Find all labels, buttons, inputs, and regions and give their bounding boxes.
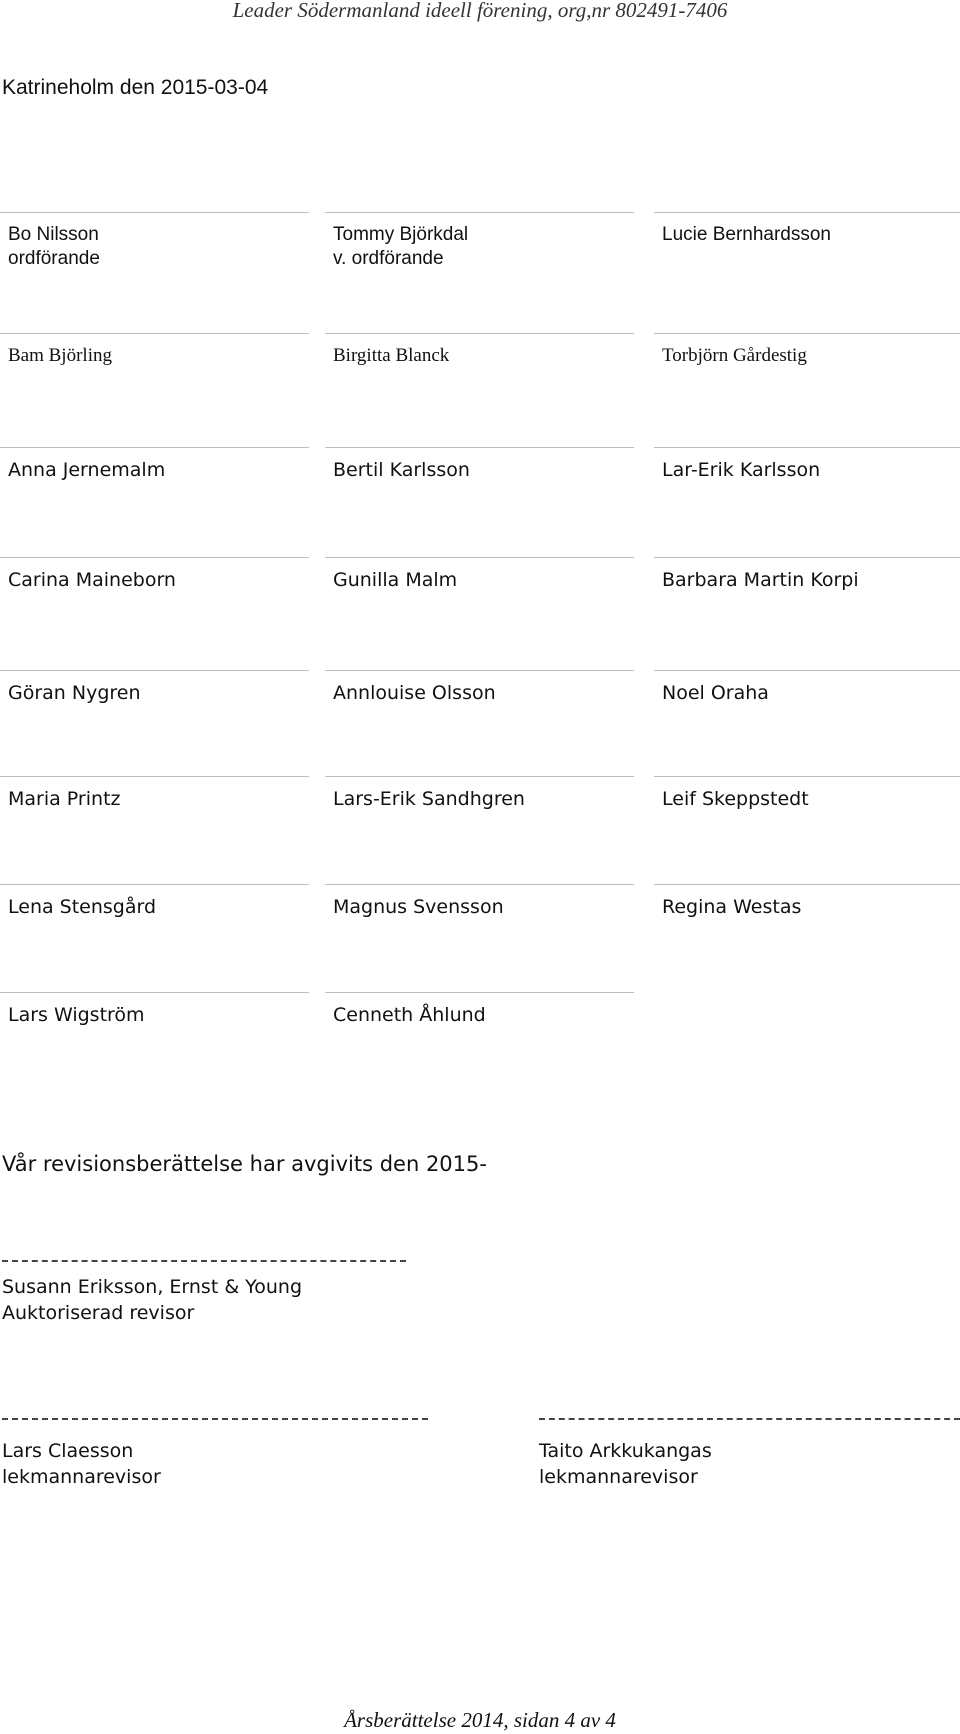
- document-header: Leader Södermanland ideell förening, org,nr 802491-7406: [232, 0, 728, 22]
- signatory-name: Regina Westas: [662, 896, 802, 918]
- signatory-name: Lars-Erik Sandhgren: [333, 788, 525, 810]
- signature-line: [325, 884, 634, 885]
- signature-row-1: [0, 212, 960, 292]
- page-footer: Årsberättelse 2014, sidan 4 av 4: [344, 1708, 616, 1732]
- signature-line: [654, 557, 960, 558]
- signatory-name: Lars Wigström: [8, 1004, 145, 1026]
- signature-cell: [654, 447, 960, 482]
- signature-cell: [0, 447, 309, 482]
- signature-cell: [325, 212, 634, 271]
- signature-cell: [0, 670, 309, 705]
- auditor-signature-line: [2, 1260, 406, 1262]
- auditor-title: Auktoriserad revisor: [2, 1302, 195, 1324]
- lay-auditor-block: [539, 1438, 712, 1490]
- signatory-name: Lena Stensgård: [8, 896, 157, 918]
- signature-line: [0, 884, 309, 885]
- signature-cell: [0, 333, 309, 368]
- signature-line: [325, 670, 634, 671]
- signature-row-6: [0, 776, 960, 856]
- signature-line: [654, 776, 960, 777]
- signature-cell: [654, 333, 960, 368]
- signature-cell: [0, 884, 309, 919]
- signature-line: [0, 447, 309, 448]
- signature-cell: [325, 333, 634, 368]
- signature-line: [0, 776, 309, 777]
- signature-cell: [0, 776, 309, 811]
- signature-line: [325, 776, 634, 777]
- signatory-name: Noel Oraha: [662, 682, 769, 704]
- signatory-name: Annlouise Olsson: [333, 682, 496, 704]
- signature-cell: [654, 557, 960, 592]
- signature-cell: [325, 447, 634, 482]
- signatory-name: Bam Björling: [8, 345, 112, 366]
- auditor-name: Susann Eriksson, Ernst & Young: [2, 1276, 303, 1298]
- signatory-name: Tommy Björkdal: [333, 224, 469, 245]
- signature-line: [0, 992, 309, 993]
- signature-row-7: [0, 884, 960, 964]
- signature-row-2: [0, 333, 960, 413]
- signatory-name: Birgitta Blanck: [333, 345, 450, 366]
- signatory-name: Carina Maineborn: [8, 569, 176, 591]
- signatory-role: ordförande: [8, 248, 100, 269]
- signatory-name: Magnus Svensson: [333, 896, 504, 918]
- signature-cell: [325, 557, 634, 592]
- signature-line: [325, 333, 634, 334]
- signatory-name: Lar-Erik Karlsson: [662, 459, 821, 481]
- signature-cell: [325, 992, 634, 1027]
- signature-cell: [0, 557, 309, 592]
- lay-auditor-signature-line: [2, 1418, 428, 1420]
- signature-row-5: [0, 670, 960, 750]
- lay-auditor-title: lekmannarevisor: [539, 1466, 698, 1488]
- signature-cell: [0, 992, 309, 1027]
- signatory-name: Göran Nygren: [8, 682, 141, 704]
- auditor-block: [2, 1274, 302, 1326]
- signatory-name: Gunilla Malm: [333, 569, 458, 591]
- place-date: Katrineholm den 2015-03-04: [2, 76, 269, 99]
- signature-line: [325, 992, 634, 993]
- lay-auditor-name: Lars Claesson: [2, 1440, 134, 1462]
- signature-line: [0, 557, 309, 558]
- signature-row-3: [0, 447, 960, 527]
- signature-row-8: [0, 992, 960, 1072]
- lay-auditor-title: lekmannarevisor: [2, 1466, 161, 1488]
- signature-cell: [325, 670, 634, 705]
- signature-line: [325, 557, 634, 558]
- signature-line: [654, 212, 960, 213]
- signatory-name: Bertil Karlsson: [333, 459, 470, 481]
- signature-line: [0, 212, 309, 213]
- signature-cell: [325, 884, 634, 919]
- signatory-name: Anna Jernemalm: [8, 459, 166, 481]
- signatory-name: Cenneth Åhlund: [333, 1004, 486, 1026]
- signature-cell: [654, 884, 960, 919]
- lay-auditor-block: [2, 1438, 161, 1490]
- signatory-name: Leif Skeppstedt: [662, 788, 809, 810]
- signature-cell: [654, 670, 960, 705]
- signatory-name: Barbara Martin Korpi: [662, 569, 859, 591]
- revision-statement: Vår revisionsberättelse har avgivits den 2015-: [2, 1152, 487, 1176]
- signature-line: [325, 447, 634, 448]
- signature-cell: [325, 776, 634, 811]
- signature-line: [0, 333, 309, 334]
- lay-auditor-signature-line: [539, 1418, 960, 1420]
- signature-cell: [0, 212, 309, 271]
- signature-cell: [654, 212, 960, 247]
- signature-line: [325, 212, 634, 213]
- lay-auditor-name: Taito Arkkukangas: [539, 1440, 712, 1462]
- signatory-name: Maria Printz: [8, 788, 121, 810]
- signatory-name: Bo Nilsson: [8, 224, 99, 245]
- signatory-name: Lucie Bernhardsson: [662, 224, 831, 245]
- signature-line: [654, 884, 960, 885]
- signatory-role: v. ordförande: [333, 248, 444, 269]
- signature-line: [0, 670, 309, 671]
- signatory-name: Torbjörn Gårdestig: [662, 345, 807, 366]
- signature-line: [654, 333, 960, 334]
- signature-line: [654, 447, 960, 448]
- signature-cell: [654, 776, 960, 811]
- signature-row-4: [0, 557, 960, 637]
- signature-line: [654, 670, 960, 671]
